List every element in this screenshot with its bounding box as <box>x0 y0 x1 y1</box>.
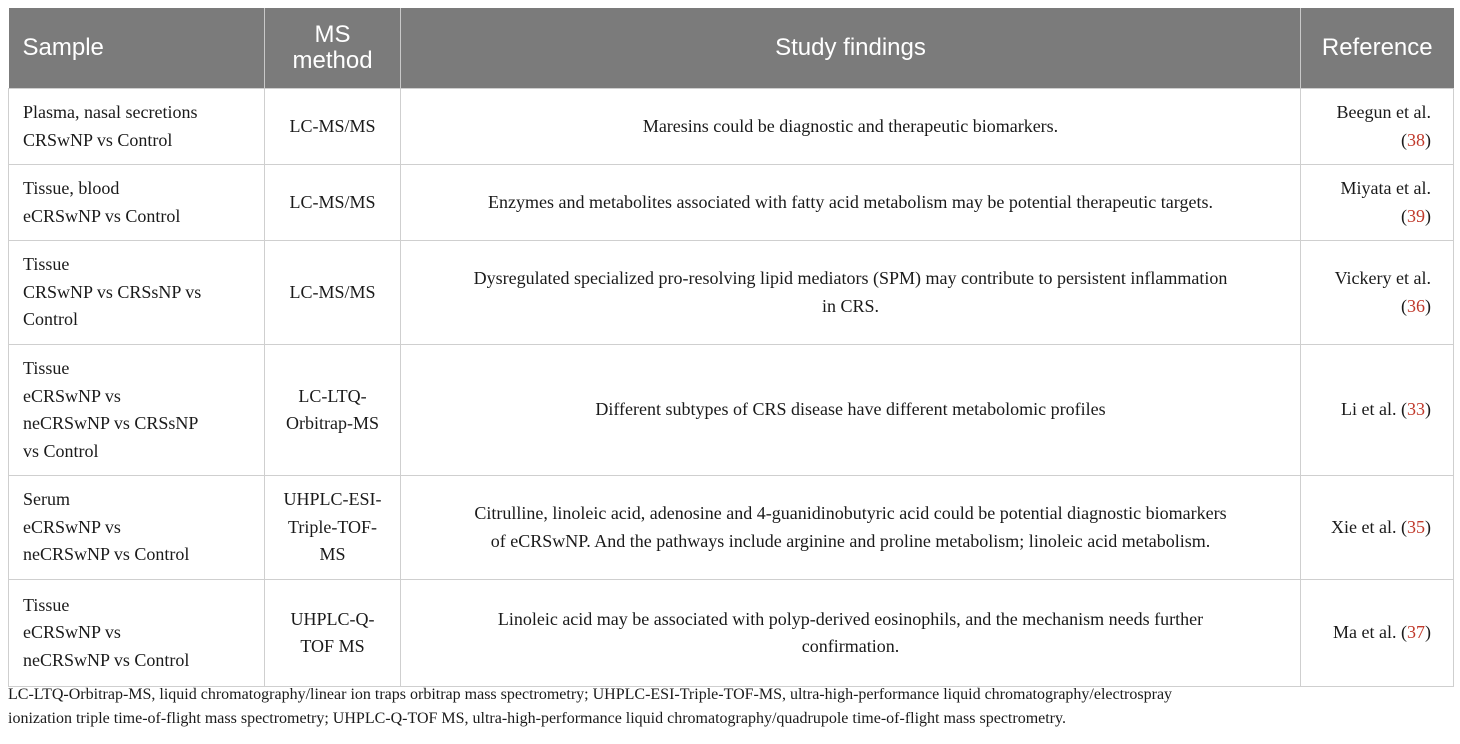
finding-text: Citrulline, linoleic acid, adenosine and 4-guanidinobutyric acid could be potential diagnostic biomarkers <box>474 503 1227 523</box>
cell-sample <box>9 89 265 165</box>
finding-text: Dysregulated specialized pro-resolving lipid mediators (SPM) may contribute to persistent inflammation <box>473 268 1228 288</box>
cell-sample <box>9 165 265 241</box>
cell-study-findings <box>401 89 1301 165</box>
reference-number-link[interactable]: 37 <box>1407 622 1425 643</box>
reference-author-text: Xie et al. ( <box>1331 516 1407 537</box>
cell-sample <box>9 476 265 580</box>
cell-reference <box>1301 345 1454 476</box>
reference-close-paren: ) <box>1425 295 1431 316</box>
cell-ms-method <box>265 345 401 476</box>
reference-close-paren: ) <box>1425 205 1431 226</box>
metabolomics-table <box>8 8 1454 687</box>
table-row <box>9 241 1454 345</box>
finding-text: Linoleic acid may be associated with polyp-derived eosinophils, and the mechanism needs further <box>497 608 1204 629</box>
finding-text: in CRS. <box>821 295 880 316</box>
header-sample: Sample <box>9 8 265 89</box>
reference-author-text: ( <box>1401 129 1407 150</box>
method-text: Orbitrap-MS <box>286 413 379 433</box>
cell-ms-method <box>265 580 401 687</box>
reference-author <box>1313 265 1431 293</box>
cell-reference <box>1301 476 1454 580</box>
header-ms-method <box>265 8 401 89</box>
reference-author <box>1313 127 1431 155</box>
table-row <box>9 476 1454 580</box>
sample-text: neCRSwNP vs CRSsNP <box>23 413 199 433</box>
cell-ms-method <box>265 165 401 241</box>
reference-author-text: Ma et al. ( <box>1333 622 1407 643</box>
reference-author-text: Vickery et al. <box>1334 268 1431 288</box>
reference-author <box>1313 203 1431 231</box>
header-ms-method-text: MS method <box>292 21 373 74</box>
sample-text: neCRSwNP vs Control <box>23 649 190 670</box>
sample-text: CRSwNP vs Control <box>23 129 173 150</box>
sample-text: Tissue, blood <box>23 178 120 198</box>
reference-close-paren: ) <box>1425 399 1431 420</box>
cell-reference <box>1301 241 1454 345</box>
method-text: UHPLC-Q- <box>290 608 375 629</box>
footnote-line: ionization triple time-of-flight mass spectrometry; UHPLC-Q-TOF MS, ultra-high-performance liquid chromatography/quadrupole time-of-flight mass spectrometry. <box>8 710 1066 727</box>
reference-number-link[interactable]: 38 <box>1407 129 1425 150</box>
reference-number-link[interactable]: 33 <box>1407 399 1425 420</box>
cell-ms-method <box>265 89 401 165</box>
table-row <box>9 580 1454 687</box>
reference-author <box>1313 175 1431 203</box>
sample-text: Tissue <box>23 254 70 275</box>
method-text: MS <box>319 544 346 565</box>
finding-text: confirmation. <box>801 636 900 656</box>
method-text: UHPLC-ESI- <box>283 489 382 510</box>
cell-reference <box>1301 89 1454 165</box>
table-row <box>9 345 1454 476</box>
reference-author-text: Miyata et al. <box>1340 178 1431 198</box>
header-row <box>9 8 1454 89</box>
reference-close-paren: ) <box>1425 622 1431 643</box>
footnote-line: LC-LTQ-Orbitrap-MS, liquid chromatography/linear ion traps orbitrap mass spectrometry; UHPLC-ESI-Triple-TOF-MS, ultra-high-performance liquid chromatography/electrospray <box>8 686 1173 703</box>
table-header <box>9 8 1454 89</box>
cell-sample <box>9 241 265 345</box>
header-reference: Reference <box>1301 8 1454 89</box>
cell-ms-method <box>265 241 401 345</box>
finding-text: Maresins could be diagnostic and therapeutic biomarkers. <box>642 115 1059 136</box>
cell-study-findings <box>401 476 1301 580</box>
reference-author <box>1313 619 1431 647</box>
finding-text: of eCRSwNP. And the pathways include arginine and proline metabolism; linoleic acid metabolism. <box>490 530 1211 551</box>
reference-author-text: ( <box>1401 295 1407 316</box>
sample-text: neCRSwNP vs Control <box>23 544 190 565</box>
sample-text: Plasma, nasal secretions <box>23 102 198 122</box>
sample-text: eCRSwNP vs <box>23 622 121 643</box>
cell-study-findings <box>401 241 1301 345</box>
method-text: Triple-TOF- <box>287 516 377 537</box>
table-footnote <box>8 683 1453 731</box>
method-text: TOF MS <box>300 636 365 656</box>
table-body <box>9 89 1454 687</box>
method-text: LC-MS/MS <box>289 191 376 212</box>
reference-number-link[interactable]: 39 <box>1407 205 1425 226</box>
reference-author-text: Beegun et al. <box>1336 102 1431 122</box>
cell-study-findings <box>401 165 1301 241</box>
reference-author <box>1313 396 1431 424</box>
reference-close-paren: ) <box>1425 516 1431 537</box>
reference-author <box>1313 514 1431 542</box>
cell-sample <box>9 345 265 476</box>
header-study-findings: Study findings <box>401 8 1301 89</box>
data-table-container <box>8 8 1453 687</box>
finding-text: Different subtypes of CRS disease have different metabolomic profiles <box>595 399 1106 420</box>
cell-sample <box>9 580 265 687</box>
cell-study-findings <box>401 580 1301 687</box>
cell-ms-method <box>265 476 401 580</box>
sample-text: CRSwNP vs CRSsNP vs <box>23 281 202 302</box>
sample-text: eCRSwNP vs <box>23 516 121 537</box>
cell-study-findings <box>401 345 1301 476</box>
sample-text: eCRSwNP vs <box>23 385 121 406</box>
method-text: LC-MS/MS <box>289 281 376 302</box>
reference-number-link[interactable]: 36 <box>1407 295 1425 316</box>
sample-text: vs Control <box>23 440 99 461</box>
table-row <box>9 165 1454 241</box>
reference-author-text: ( <box>1401 205 1407 226</box>
reference-close-paren: ) <box>1425 129 1431 150</box>
method-text: LC-LTQ- <box>298 385 367 406</box>
cell-reference <box>1301 165 1454 241</box>
reference-number-link[interactable]: 35 <box>1407 516 1425 537</box>
method-text: LC-MS/MS <box>289 115 376 136</box>
finding-text: Enzymes and metabolites associated with fatty acid metabolism may be potential therapeutic targets. <box>488 191 1213 212</box>
table-row <box>9 89 1454 165</box>
reference-author <box>1313 99 1431 127</box>
reference-author-text: Li et al. ( <box>1341 399 1407 420</box>
sample-text: eCRSwNP vs Control <box>23 205 181 226</box>
sample-text: Control <box>23 309 79 330</box>
sample-text: Tissue <box>23 594 70 615</box>
reference-author <box>1313 293 1431 321</box>
sample-text: Serum <box>23 489 70 510</box>
cell-reference <box>1301 580 1454 687</box>
sample-text: Tissue <box>23 358 70 378</box>
